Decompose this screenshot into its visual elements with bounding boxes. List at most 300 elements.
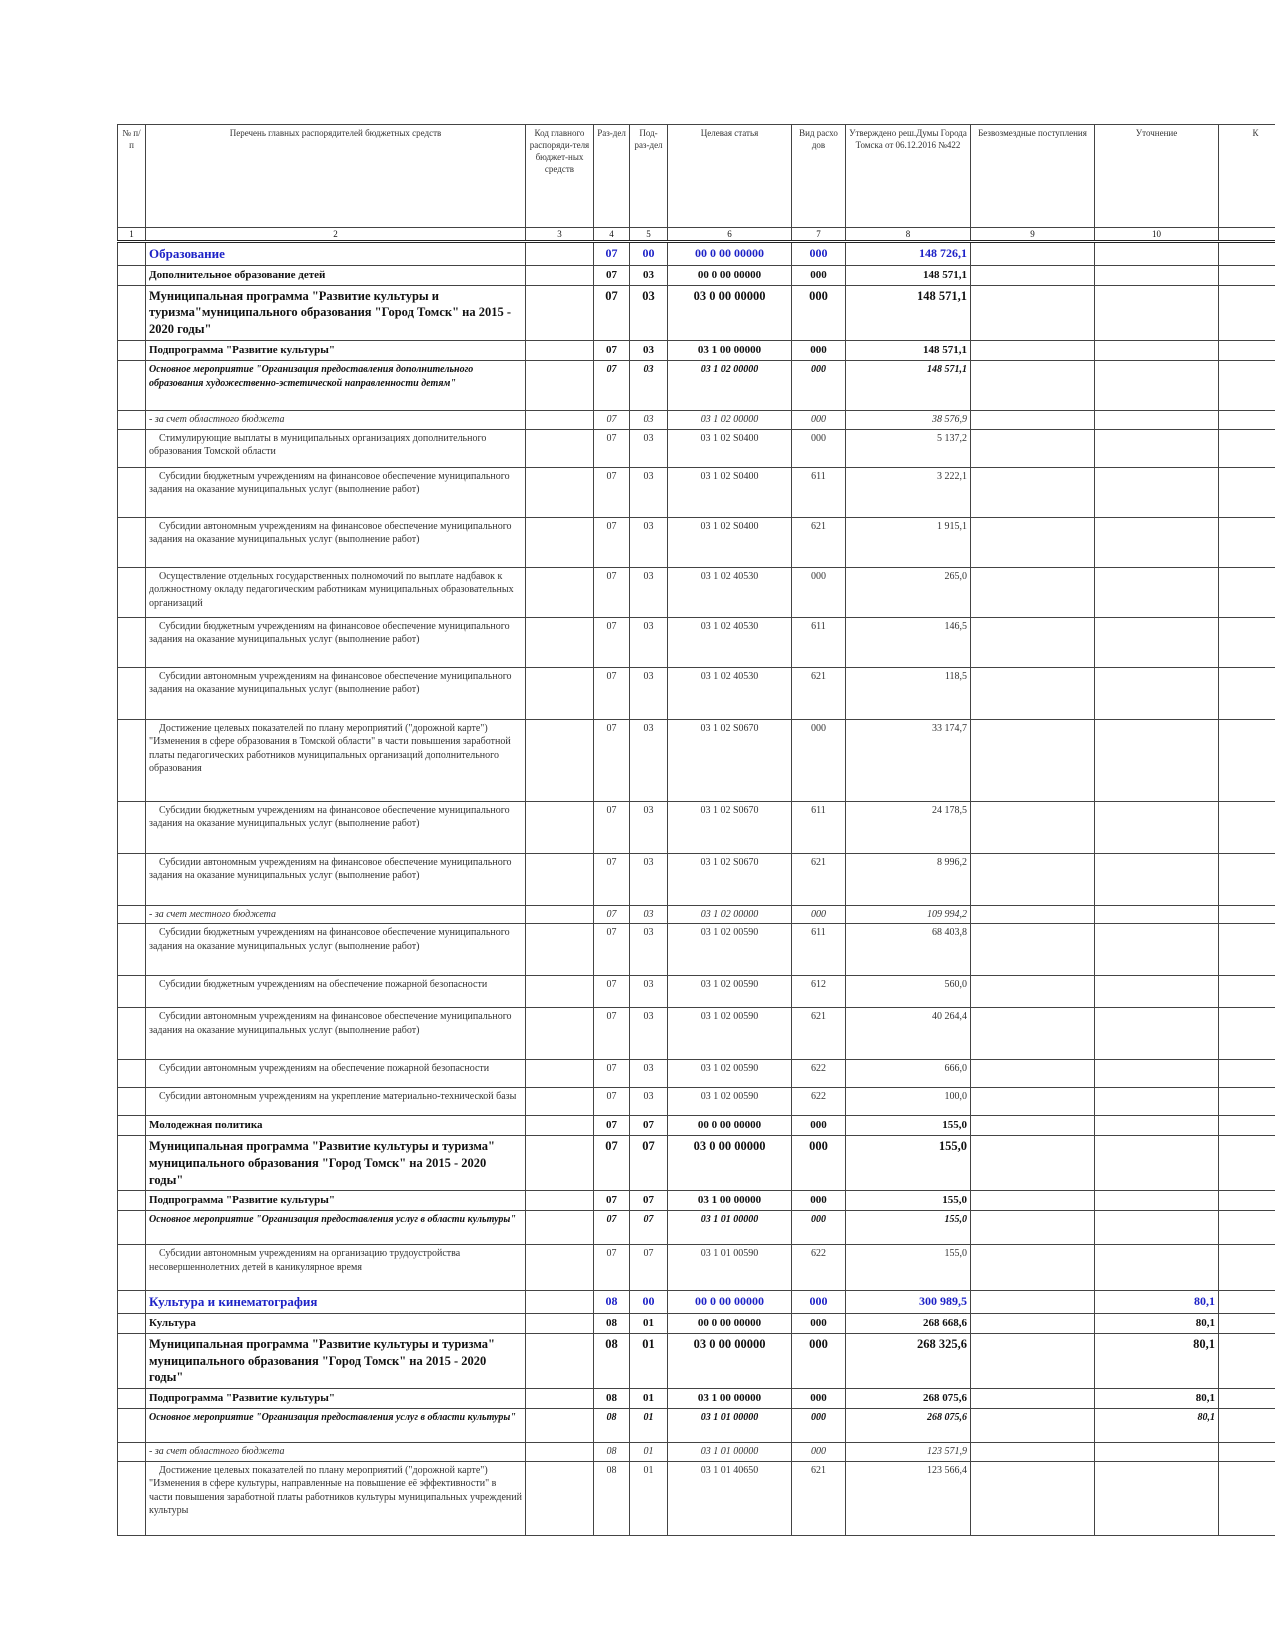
row-expense-type: 000 [792,1333,846,1389]
row-approved: 148 726,1 [846,242,971,266]
row-free-receipts [971,567,1095,617]
row-extra [1219,265,1275,285]
row-razdel: 07 [594,617,630,667]
row-extra [1219,801,1275,853]
row-expense-type: 611 [792,924,846,976]
row-expense-type: 622 [792,1060,846,1088]
row-free-receipts [971,467,1095,517]
row-podrazdel: 00 [630,242,668,266]
row-clarification: 80,1 [1095,1313,1219,1333]
row-code [526,1461,594,1535]
row-free-receipts [971,905,1095,924]
row-target-article: 03 1 02 00590 [668,976,792,1008]
row-clarification [1095,1116,1219,1136]
row-target-article: 03 0 00 00000 [668,1333,792,1389]
row-clarification: 80,1 [1095,1389,1219,1409]
row-razdel: 07 [594,1135,630,1191]
row-podrazdel: 03 [630,567,668,617]
row-razdel: 07 [594,667,630,719]
table-row [118,429,1275,467]
row-extra [1219,1088,1275,1116]
row-podrazdel: 03 [630,667,668,719]
row-approved: 68 403,8 [846,924,971,976]
row-free-receipts [971,976,1095,1008]
row-target-article: 03 1 01 40650 [668,1461,792,1535]
row-podrazdel: 01 [630,1389,668,1409]
row-expense-type: 000 [792,265,846,285]
header-approved: Утверждено реш.Думы Города Томска от 06.12.2016 №422 [846,125,971,228]
row-razdel: 08 [594,1389,630,1409]
table-row [118,285,1275,341]
row-code [526,1313,594,1333]
row-number [118,361,146,411]
row-name: Подпрограмма "Развитие культуры" [146,1191,526,1211]
row-free-receipts [971,1008,1095,1060]
row-clarification [1095,429,1219,467]
row-number [118,1116,146,1136]
row-code [526,411,594,430]
row-extra [1219,1245,1275,1291]
row-name: Молодежная политика [146,1116,526,1136]
row-target-article: 03 1 02 40530 [668,667,792,719]
row-clarification [1095,467,1219,517]
row-free-receipts [971,242,1095,266]
column-number: 1 [118,228,146,242]
row-approved: 268 075,6 [846,1409,971,1443]
row-clarification [1095,617,1219,667]
row-number [118,1461,146,1535]
row-free-receipts [971,1088,1095,1116]
row-extra [1219,1060,1275,1088]
row-number [118,1313,146,1333]
row-free-receipts [971,617,1095,667]
row-number [118,801,146,853]
row-razdel: 07 [594,429,630,467]
row-expense-type: 000 [792,719,846,801]
row-code [526,1389,594,1409]
row-number [118,341,146,361]
row-clarification [1095,1060,1219,1088]
row-number [118,429,146,467]
row-number [118,1191,146,1211]
row-razdel: 07 [594,1008,630,1060]
row-approved: 268 325,6 [846,1333,971,1389]
row-name: Стимулирующие выплаты в муниципальных организациях дополнительного образования Томской области [146,429,526,467]
row-name: Осуществление отдельных государственных полномочий по выплате надбавок к должностному окладу педагогическим работникам муниципальных образовательных организаций [146,567,526,617]
row-approved: 5 137,2 [846,429,971,467]
row-number [118,1135,146,1191]
row-clarification [1095,265,1219,285]
row-approved: 155,0 [846,1191,971,1211]
row-podrazdel: 03 [630,924,668,976]
row-expense-type: 612 [792,976,846,1008]
row-target-article: 03 1 00 00000 [668,341,792,361]
row-podrazdel: 03 [630,719,668,801]
row-free-receipts [971,1389,1095,1409]
row-approved: 148 571,1 [846,285,971,341]
row-expense-type: 622 [792,1088,846,1116]
row-number [118,719,146,801]
row-approved: 268 668,6 [846,1313,971,1333]
row-expense-type: 000 [792,1191,846,1211]
row-extra [1219,1135,1275,1191]
row-free-receipts [971,1116,1095,1136]
row-number [118,1060,146,1088]
row-podrazdel: 03 [630,265,668,285]
row-number [118,976,146,1008]
row-podrazdel: 03 [630,1088,668,1116]
table-row [118,411,1275,430]
row-free-receipts [971,1191,1095,1211]
row-free-receipts [971,285,1095,341]
row-extra [1219,1211,1275,1245]
row-clarification [1095,1191,1219,1211]
row-razdel: 08 [594,1313,630,1333]
row-razdel: 07 [594,1191,630,1211]
row-expense-type: 000 [792,1389,846,1409]
row-podrazdel: 01 [630,1333,668,1389]
row-clarification [1095,341,1219,361]
row-clarification [1095,285,1219,341]
row-razdel: 07 [594,242,630,266]
row-extra [1219,617,1275,667]
row-razdel: 07 [594,467,630,517]
row-target-article: 00 0 00 00000 [668,242,792,266]
row-razdel: 08 [594,1461,630,1535]
row-code [526,265,594,285]
row-extra [1219,517,1275,567]
row-approved: 1 915,1 [846,517,971,567]
row-number [118,1088,146,1116]
table-row [118,905,1275,924]
row-expense-type: 000 [792,1313,846,1333]
row-clarification [1095,411,1219,430]
row-code [526,667,594,719]
row-podrazdel: 03 [630,617,668,667]
row-extra [1219,719,1275,801]
table-row [118,467,1275,517]
table-row [118,517,1275,567]
row-code [526,1116,594,1136]
row-clarification [1095,1008,1219,1060]
row-expense-type: 000 [792,1409,846,1443]
row-code [526,1191,594,1211]
table-row [118,1333,1275,1389]
row-name: Субсидии автономным учреждениям на организацию трудоустройства несовершеннолетних детей в каникулярное время [146,1245,526,1291]
row-podrazdel: 07 [630,1116,668,1136]
table-row [118,1461,1275,1535]
row-extra [1219,567,1275,617]
row-approved: 123 566,4 [846,1461,971,1535]
row-target-article: 03 1 02 00000 [668,905,792,924]
table-header-row [118,125,1275,228]
row-target-article: 03 1 02 S0670 [668,719,792,801]
row-target-article: 03 1 00 00000 [668,1389,792,1409]
row-clarification [1095,1461,1219,1535]
row-podrazdel: 01 [630,1313,668,1333]
row-name: Субсидии автономным учреждениям на финансовое обеспечение муниципального задания на оказание муниципальных услуг (выполнение работ) [146,667,526,719]
row-razdel: 08 [594,1443,630,1462]
row-name: Подпрограмма "Развитие культуры" [146,1389,526,1409]
row-podrazdel: 03 [630,285,668,341]
row-name: Субсидии автономным учреждениям на финансовое обеспечение муниципального задания на оказание муниципальных услуг (выполнение работ) [146,853,526,905]
row-expense-type: 000 [792,1211,846,1245]
row-approved: 38 576,9 [846,411,971,430]
row-name: Субсидии автономным учреждениям на обеспечение пожарной безопасности [146,1060,526,1088]
row-number [118,667,146,719]
row-target-article: 03 1 01 00000 [668,1409,792,1443]
row-free-receipts [971,429,1095,467]
column-number: 7 [792,228,846,242]
row-expense-type: 000 [792,361,846,411]
row-target-article: 03 1 02 S0400 [668,517,792,567]
row-free-receipts [971,1135,1095,1191]
row-approved: 40 264,4 [846,1008,971,1060]
column-number: 6 [668,228,792,242]
row-name: Субсидии бюджетным учреждениям на финансовое обеспечение муниципального задания на оказание муниципальных услуг (выполнение работ) [146,801,526,853]
row-razdel: 07 [594,265,630,285]
row-target-article: 00 0 00 00000 [668,1116,792,1136]
row-name: Субсидии бюджетным учреждениям на финансовое обеспечение муниципального задания на оказание муниципальных услуг (выполнение работ) [146,617,526,667]
row-number [118,1333,146,1389]
table-row [118,1245,1275,1291]
table-row [118,617,1275,667]
row-code [526,905,594,924]
row-code [526,1135,594,1191]
row-target-article: 03 0 00 00000 [668,285,792,341]
column-number: 8 [846,228,971,242]
table-row [118,1088,1275,1116]
row-razdel: 07 [594,341,630,361]
row-approved: 146,5 [846,617,971,667]
column-number: 9 [971,228,1095,242]
row-extra [1219,341,1275,361]
table-row [118,567,1275,617]
row-name: Муниципальная программа "Развитие культуры и туризма"муниципального образования "Город Томск" на 2015 - 2020 годы" [146,285,526,341]
row-podrazdel: 03 [630,517,668,567]
header-clarification: Уточнение [1095,125,1219,228]
row-razdel: 07 [594,719,630,801]
table-row [118,1135,1275,1191]
row-approved: 560,0 [846,976,971,1008]
row-razdel: 07 [594,1211,630,1245]
row-free-receipts [971,1291,1095,1314]
row-free-receipts [971,924,1095,976]
column-number-extra [1219,228,1275,242]
row-podrazdel: 03 [630,429,668,467]
row-podrazdel: 01 [630,1443,668,1462]
row-clarification [1095,667,1219,719]
row-razdel: 08 [594,1409,630,1443]
row-code [526,1088,594,1116]
row-name: Субсидии автономным учреждениям на финансовое обеспечение муниципального задания на оказание муниципальных услуг (выполнение работ) [146,517,526,567]
row-approved: 155,0 [846,1211,971,1245]
row-extra [1219,1191,1275,1211]
row-number [118,1211,146,1245]
table-row [118,1389,1275,1409]
row-name: Субсидии автономным учреждениям на укрепление материально-технической базы [146,1088,526,1116]
table-row [118,719,1275,801]
row-extra [1219,1291,1275,1314]
row-expense-type: 621 [792,853,846,905]
budget-table [117,124,1275,1536]
table-row [118,1313,1275,1333]
table-row [118,1409,1275,1443]
table-row [118,1116,1275,1136]
row-name: Подпрограмма "Развитие культуры" [146,341,526,361]
row-podrazdel: 03 [630,361,668,411]
row-name: Дополнительное образование детей [146,265,526,285]
table-row [118,361,1275,411]
row-code [526,341,594,361]
row-approved: 300 989,5 [846,1291,971,1314]
row-target-article: 00 0 00 00000 [668,1313,792,1333]
row-expense-type: 621 [792,667,846,719]
row-number [118,242,146,266]
table-row [118,853,1275,905]
row-code [526,567,594,617]
row-razdel: 07 [594,1088,630,1116]
row-approved: 155,0 [846,1245,971,1291]
row-razdel: 07 [594,1245,630,1291]
row-number [118,285,146,341]
row-expense-type: 000 [792,567,846,617]
row-razdel: 07 [594,801,630,853]
row-podrazdel: 01 [630,1461,668,1535]
row-name: Субсидии бюджетным учреждениям на финансовое обеспечение муниципального задания на оказание муниципальных услуг (выполнение работ) [146,467,526,517]
row-podrazdel: 03 [630,1008,668,1060]
row-code [526,1008,594,1060]
row-target-article: 03 1 01 00590 [668,1245,792,1291]
row-razdel: 07 [594,567,630,617]
row-approved: 123 571,9 [846,1443,971,1462]
row-number [118,1409,146,1443]
row-clarification [1095,517,1219,567]
row-name: Основное мероприятие "Организация предоставления услуг в области культуры" [146,1409,526,1443]
table-row [118,1291,1275,1314]
row-podrazdel: 00 [630,1291,668,1314]
column-number: 3 [526,228,594,242]
row-free-receipts [971,1060,1095,1088]
row-podrazdel: 07 [630,1135,668,1191]
row-razdel: 08 [594,1333,630,1389]
row-approved: 8 996,2 [846,853,971,905]
row-extra [1219,853,1275,905]
row-number [118,1291,146,1314]
table-row [118,242,1275,266]
table-row [118,265,1275,285]
row-free-receipts [971,1333,1095,1389]
row-podrazdel: 03 [630,976,668,1008]
row-target-article: 03 1 02 S0400 [668,429,792,467]
row-clarification [1095,905,1219,924]
row-approved: 118,5 [846,667,971,719]
row-clarification: 80,1 [1095,1291,1219,1314]
row-number [118,924,146,976]
row-free-receipts [971,1409,1095,1443]
row-extra [1219,1008,1275,1060]
row-code [526,242,594,266]
row-number [118,853,146,905]
row-code [526,467,594,517]
row-razdel: 07 [594,517,630,567]
row-clarification [1095,1245,1219,1291]
row-approved: 3 222,1 [846,467,971,517]
row-podrazdel: 01 [630,1409,668,1443]
row-extra [1219,976,1275,1008]
row-name: - за счет областного бюджета [146,1443,526,1462]
row-target-article: 03 1 02 00590 [668,1060,792,1088]
row-extra [1219,1409,1275,1443]
row-extra [1219,1333,1275,1389]
row-free-receipts [971,361,1095,411]
row-podrazdel: 03 [630,341,668,361]
row-code [526,1333,594,1389]
row-name: Субсидии бюджетным учреждениям на обеспечение пожарной безопасности [146,976,526,1008]
row-free-receipts [971,1245,1095,1291]
row-extra [1219,1461,1275,1535]
column-number: 10 [1095,228,1219,242]
column-number-row [118,228,1275,242]
row-expense-type: 621 [792,1008,846,1060]
row-razdel: 07 [594,924,630,976]
row-extra [1219,411,1275,430]
row-podrazdel: 03 [630,411,668,430]
row-expense-type: 000 [792,285,846,341]
row-razdel: 07 [594,1116,630,1136]
table-row [118,667,1275,719]
row-expense-type: 621 [792,517,846,567]
row-podrazdel: 07 [630,1245,668,1291]
row-target-article: 03 1 00 00000 [668,1191,792,1211]
row-code [526,719,594,801]
row-code [526,517,594,567]
row-free-receipts [971,517,1095,567]
column-number: 2 [146,228,526,242]
row-expense-type: 000 [792,341,846,361]
row-name: Достижение целевых показателей по плану мероприятий ("дорожной карте") "Изменения в сфере культуры, направленные на повышение её эффективности" в части повышения заработной платы работников культуры муниципальных учреждений культуры [146,1461,526,1535]
row-podrazdel: 03 [630,467,668,517]
row-razdel: 07 [594,285,630,341]
row-expense-type: 000 [792,1291,846,1314]
row-code [526,801,594,853]
header-target-article: Целевая статья [668,125,792,228]
row-clarification [1095,924,1219,976]
row-approved: 265,0 [846,567,971,617]
row-free-receipts [971,719,1095,801]
row-target-article: 03 1 02 00590 [668,1008,792,1060]
row-number [118,1389,146,1409]
row-clarification [1095,801,1219,853]
row-target-article: 03 1 02 00000 [668,361,792,411]
row-razdel: 07 [594,1060,630,1088]
row-free-receipts [971,1313,1095,1333]
row-free-receipts [971,853,1095,905]
row-target-article: 03 1 02 00590 [668,924,792,976]
row-free-receipts [971,1443,1095,1462]
header-razdel: Раз-дел [594,125,630,228]
row-name: Основное мероприятие "Организация предоставления дополнительного образования художественно-эстетической направленности детям" [146,361,526,411]
row-extra [1219,905,1275,924]
row-target-article: 03 1 02 00000 [668,411,792,430]
row-expense-type: 000 [792,1135,846,1191]
row-expense-type: 000 [792,411,846,430]
table-row [118,1191,1275,1211]
column-number: 5 [630,228,668,242]
row-target-article: 03 1 02 00590 [668,1088,792,1116]
row-target-article: 03 1 02 40530 [668,617,792,667]
row-code [526,1409,594,1443]
